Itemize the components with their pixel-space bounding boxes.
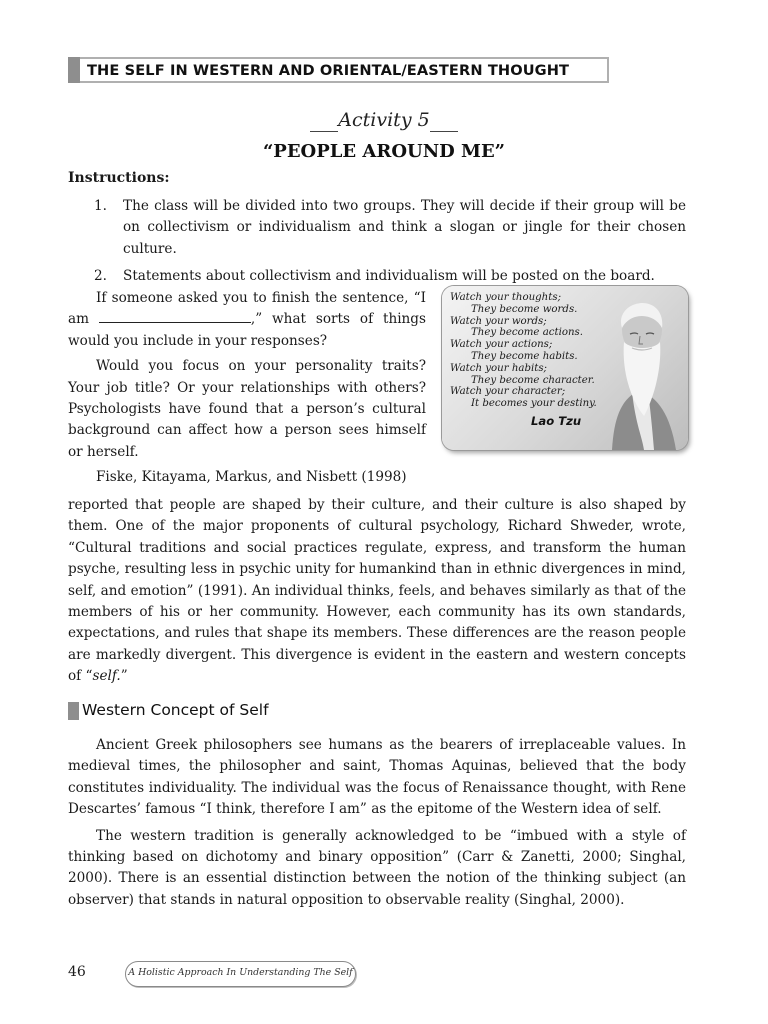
- activity-title: “PEOPLE AROUND ME”: [262, 141, 506, 162]
- page-number: 46: [68, 964, 86, 980]
- chapter-title: THE SELF IN WESTERN AND ORIENTAL/EASTERN THOUGHT: [87, 62, 570, 79]
- quote-text: Watch your thoughts; They become words. Watch your words; They become actions. Watch your actions; They become habits. Watch your habits; They become character. Watch your character; It becomes your destiny.: [450, 292, 597, 410]
- paragraph: If someone asked you to finish the sentence, “I am ,” what sorts of things would you include in your responses?: [68, 290, 426, 349]
- fill-in-blank: [99, 310, 251, 323]
- section-heading-tab: [68, 702, 79, 720]
- list-item: 1. The class will be divided into two groups. They will decide if their group will be on collectivism or individualism and think a slogan or jingle for their chosen culture.: [94, 198, 686, 257]
- activity-label: Activity 5: [338, 109, 429, 131]
- footer-book-title: [125, 961, 356, 987]
- instructions-label: Instructions:: [68, 170, 170, 186]
- sage-portrait-image: [592, 286, 688, 450]
- paragraph: Fiske, Kitayama, Markus, and Nisbett (1998): [96, 469, 407, 486]
- quote-author: Lao Tzu: [531, 414, 582, 428]
- section-heading-text: Western Concept of Self: [82, 701, 269, 719]
- footer-book-title-text: A Holistic Approach In Understanding The Self: [128, 967, 353, 978]
- intro-text: [68, 288, 426, 493]
- paragraph: The western tradition is generally acknowledged to be “imbued with a style of thinking based on dichotomy and binary opposition” (Carr & Zanetti, 2000; Singhal, 2000). There is an essential distinction between the notion of the thinking subject (an observer) that stands in natural opposition to observable reality (Singhal, 2000).: [68, 827, 686, 908]
- quote-card: [442, 286, 688, 450]
- chapter-header: [68, 57, 609, 83]
- paragraph: reported that people are shaped by their culture, and their culture is also shaped by them. One of the major proponents of cultural psychology, Richard Shweder, wrote, “Cultural traditions and social practices regulate, express, and transform the human psyche, resulting less in psychic unity for humankind than in ethnic divergences in mind, self, and emotion” (1991). An individual thinks, feels, and behaves similarly as that of the members of his or her community. However, each community has its own standards, expectations, and rules that shape its members. These differences are the reason people are markedly divergent. This divergence is evident in the eastern and western concepts of “self.”: [68, 497, 686, 685]
- activity-label-row: [0, 109, 768, 131]
- section-body: [68, 735, 686, 916]
- body-text: [68, 495, 686, 688]
- chapter-header-tab: [68, 57, 80, 83]
- list-item: 2. Statements about collectivism and individualism will be posted on the board.: [94, 268, 655, 285]
- paragraph: Ancient Greek philosophers see humans as the bearers of irreplaceable values. In medieval times, the philosopher and saint, Thomas Aquinas, believed that the body constitutes individuality. The individual was the focus of Renaissance thought, with Rene Descartes’ famous “I think, therefore I am” as the epitome of the Western idea of self.: [68, 737, 686, 818]
- instructions-list: [94, 196, 686, 294]
- paragraph: Would you focus on your personality traits? Your job title? Or your relationships with others? Psychologists have found that a person’s cultural background can affect how a person sees himself or herself.: [68, 358, 426, 460]
